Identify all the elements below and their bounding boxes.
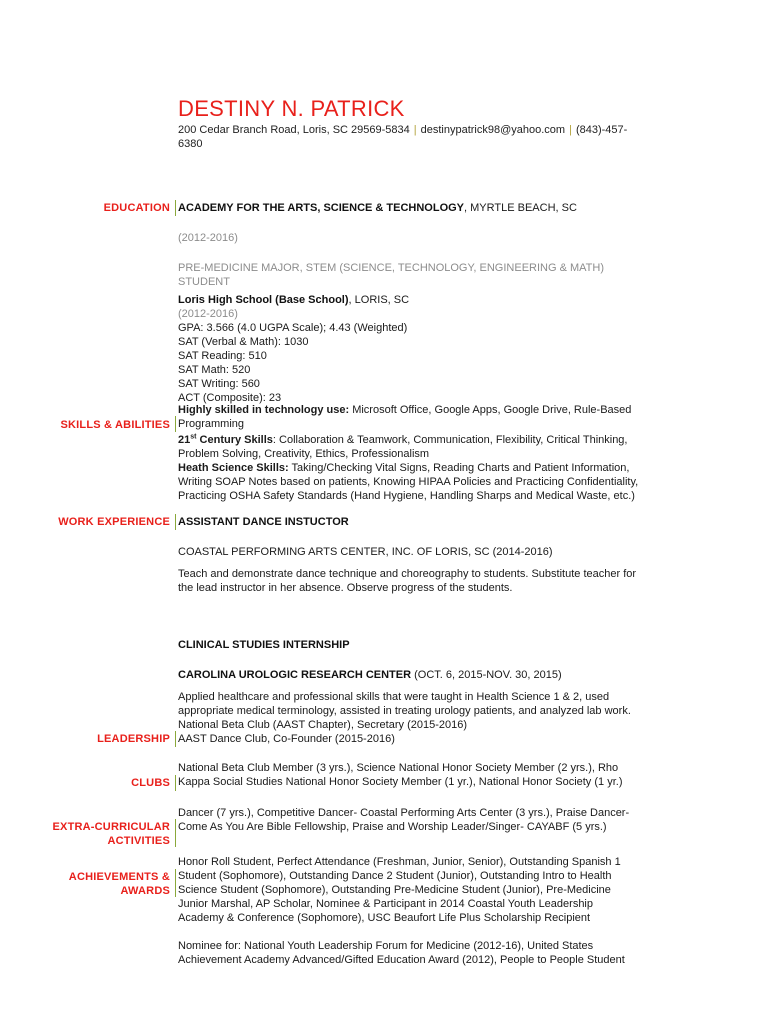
achievement-line: Academy & Conference (Sophomore), USC Beaufort Life Plus Scholarship Recipient xyxy=(178,912,591,924)
label-extra-curricular xyxy=(53,820,170,848)
label-leadership: LEADERSHIP xyxy=(97,733,170,745)
job-organization xyxy=(178,668,653,682)
achievement-line: Junior Marshal, AP Scholar, Nominee & Participant in 2014 Coastal Youth Leadership xyxy=(178,898,593,910)
leadership-block xyxy=(178,718,653,746)
skill-text: Microsoft Office, Google Apps, Google Drive, Rule-Based xyxy=(349,404,632,416)
skill-label: Heath Science Skills: xyxy=(178,462,289,474)
job-desc-line: the lead instructor in her absence. Observe progress of the students. xyxy=(178,582,513,594)
stat-line: GPA: 3.566 (4.0 UGPA Scale); 4.43 (Weighted) xyxy=(178,322,408,334)
nominee-block xyxy=(178,939,653,967)
skill-tech xyxy=(178,403,653,417)
school-name: ACADEMY FOR THE ARTS, SCIENCE & TECHNOLOGY xyxy=(178,202,465,214)
skill-health xyxy=(178,461,653,475)
job-title: ASSISTANT DANCE INSTUCTOR xyxy=(178,516,349,528)
achievement-line: Honor Roll Student, Perfect Attendance (Freshman, Junior, Senior), Outstanding Spanish 1 xyxy=(178,856,621,868)
nominee-line: Achievement Academy Advanced/Gifted Education Award (2012), People to People Student xyxy=(178,954,625,966)
stat-line: SAT Writing: 560 xyxy=(178,378,260,390)
label-education: EDUCATION xyxy=(103,202,170,214)
clubs-block xyxy=(178,761,653,789)
label-achieve-line-1: ACHIEVEMENTS & xyxy=(68,871,170,883)
section-marker xyxy=(175,200,176,216)
achievement-line: Student (Sophomore), Outstanding Dance 2 Student (Junior), Outstanding Intro to Health xyxy=(178,870,612,882)
stat-line: ACT (Composite): 23 xyxy=(178,392,282,404)
job-organization: COASTAL PERFORMING ARTS CENTER, INC. OF LORIS, SC (2014-2016) xyxy=(178,546,553,558)
email[interactable]: destinypatrick98@yahoo.com xyxy=(420,124,566,136)
job-desc-line: Teach and demonstrate dance technique and choreography to students. Substitute teacher for xyxy=(178,568,637,580)
clubs-line: Kappa Social Studies National Honor Society Member (1 yr.), National Honor Society (1 yr.) xyxy=(178,776,623,788)
school-major xyxy=(178,261,653,289)
section-marker xyxy=(175,775,176,791)
label-clubs: CLUBS xyxy=(131,777,170,789)
job-org-name: CAROLINA UROLOGIC RESEARCH CENTER xyxy=(178,669,412,681)
skill-text: Taking/Checking Vital Signs, Reading Charts and Patient Information, xyxy=(288,462,630,474)
section-marker xyxy=(175,514,176,530)
school-name: Loris High School (Base School) xyxy=(178,294,349,306)
achievement-line: Science Student (Sophomore), Outstanding Pre-Medicine Student (Junior), Pre-Medicine xyxy=(178,884,611,896)
job-desc-line: appropriate medical terminology, assisted in treating urology patients, and analyzed lab work. xyxy=(178,705,631,717)
resume-name: DESTINY N. PATRICK xyxy=(178,96,405,121)
section-marker xyxy=(175,731,176,747)
skill-label xyxy=(178,434,273,446)
leadership-line: National Beta Club (AAST Chapter), Secretary (2015-2016) xyxy=(178,719,467,731)
job-description xyxy=(178,690,653,718)
skill-text: Practicing OSHA Safety Standards (Hand Hygiene, Handling Sharps and Medical Waste, etc.) xyxy=(178,490,635,502)
job-desc-line: Applied healthcare and professional skills that were taught in Health Science 1 & 2, used xyxy=(178,691,610,703)
school-dates: (2012-2016) xyxy=(178,308,238,320)
label-work-experience: WORK EXPERIENCE xyxy=(58,516,170,528)
school-dates: (2012-2016) xyxy=(178,232,238,244)
stat-line: SAT Math: 520 xyxy=(178,364,251,376)
section-marker xyxy=(175,416,176,432)
stat-line: SAT (Verbal & Math): 1030 xyxy=(178,336,309,348)
extra-line: Come As You Are Bible Fellowship, Praise and Worship Leader/Singer- CAYABF (5 yrs.) xyxy=(178,821,607,833)
label-skills: SKILLS & ABILITIES xyxy=(60,419,170,431)
label-extra-line-2: ACTIVITIES xyxy=(107,835,170,847)
academic-stats xyxy=(178,321,653,405)
address: 200 Cedar Branch Road, Loris, SC 29569-5834 xyxy=(178,124,410,136)
skill-text: Writing SOAP Notes based on patients, Knowing HIPAA Policies and Practicing Confidentiality, xyxy=(178,476,639,488)
skill-text: Problem Solving, Creativity, Ethics, Professionalism xyxy=(178,448,430,460)
section-marker xyxy=(175,869,176,897)
clubs-line: National Beta Club Member (3 yrs.), Science National Honor Society Member (2 yrs.), Rho xyxy=(178,762,619,774)
label-extra-line-1: EXTRA-CURRICULAR xyxy=(52,821,170,833)
leadership-line: AAST Dance Club, Co-Founder (2015-2016) xyxy=(178,733,395,745)
skill-text: : Collaboration & Teamwork, Communication, Flexibility, Critical Thinking, xyxy=(272,434,628,446)
section-marker xyxy=(175,819,176,847)
skill-label: Highly skilled in technology use: xyxy=(178,404,350,416)
contact-line xyxy=(178,123,648,151)
label-achievements xyxy=(69,870,170,898)
separator: | xyxy=(569,124,572,136)
separator: | xyxy=(413,124,417,136)
skills-block xyxy=(178,403,653,503)
major-line-1: PRE-MEDICINE MAJOR, STEM (SCIENCE, TECHNOLOGY, ENGINEERING & MATH) xyxy=(178,262,604,274)
major-line-2: STUDENT xyxy=(178,276,230,288)
extra-line: Dancer (7 yrs.), Competitive Dancer- Coastal Performing Arts Center (3 yrs.), Praise Dancer- xyxy=(178,807,630,819)
achievements-block xyxy=(178,855,653,925)
school-location: , LORIS, SC xyxy=(348,294,410,306)
education-school-1 xyxy=(178,201,653,215)
skill-text: Programming xyxy=(178,418,245,430)
skill-label-rest: Century Skills xyxy=(196,434,273,446)
education-school-2 xyxy=(178,293,653,307)
skill-century xyxy=(178,433,653,447)
phone: (843)-457-6380 xyxy=(178,124,628,150)
skill-label-sup: st xyxy=(190,433,197,441)
job-dates: (OCT. 6, 2015-NOV. 30, 2015) xyxy=(411,669,562,681)
job-title: CLINICAL STUDIES INTERNSHIP xyxy=(178,639,350,651)
nominee-line: Nominee for: National Youth Leadership Forum for Medicine (2012-16), United States xyxy=(178,940,594,952)
skill-label-num: 21 xyxy=(178,434,191,446)
stat-line: SAT Reading: 510 xyxy=(178,350,267,362)
extra-curricular-block xyxy=(178,806,653,834)
school-location: , MYRTLE BEACH, SC xyxy=(464,202,577,214)
label-achieve-line-2: AWARDS xyxy=(120,885,170,897)
job-description xyxy=(178,567,653,595)
